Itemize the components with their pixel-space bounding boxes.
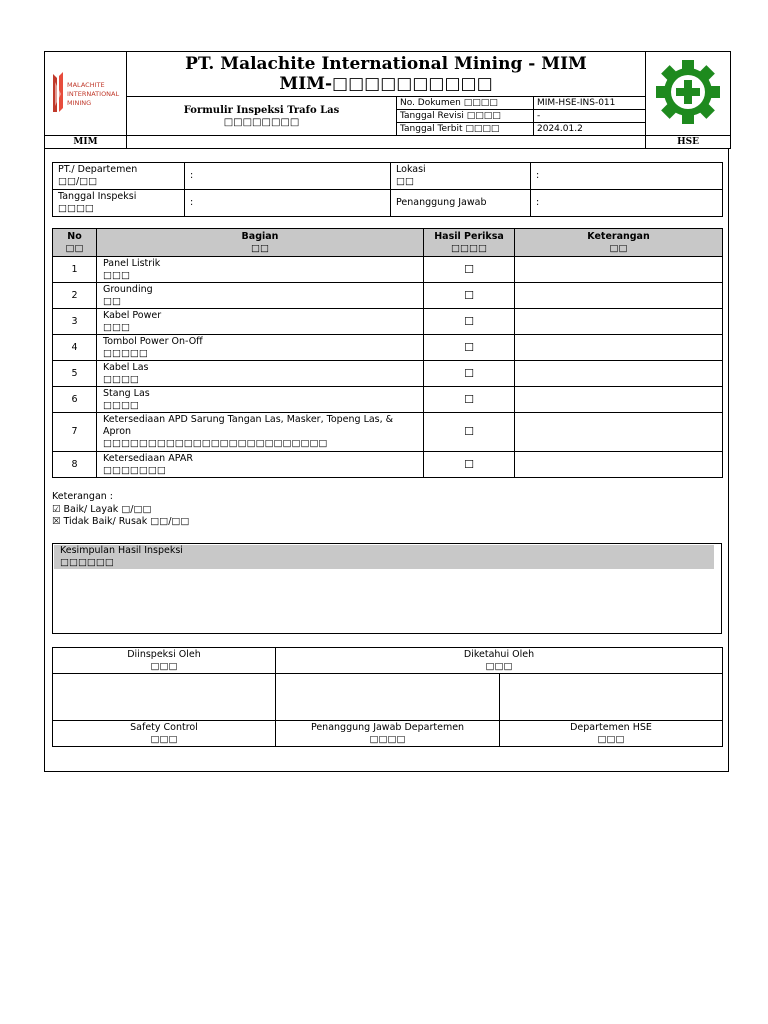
- note-field[interactable]: [515, 257, 723, 283]
- note-field[interactable]: [515, 413, 723, 452]
- date-field[interactable]: [185, 190, 391, 217]
- conclusion-box[interactable]: [52, 543, 722, 634]
- result-checkbox[interactable]: ☐: [424, 283, 515, 309]
- part-label: Kabel Las: [103, 361, 149, 373]
- row-number: 1: [53, 257, 97, 283]
- dept-pic-label-cn: □□□□: [369, 733, 406, 745]
- form-title: Formulir Inspeksi Trafo Las: [183, 105, 340, 116]
- note-field[interactable]: [515, 387, 723, 413]
- note-field[interactable]: [515, 361, 723, 387]
- legend: [52, 491, 189, 529]
- hse-dept-label: Departemen HSE: [570, 721, 652, 733]
- result-checkbox[interactable]: ☐: [424, 335, 515, 361]
- date-label: Tanggal Inspeksi: [58, 191, 137, 202]
- inspected-by-label: Diinspeksi Oleh: [127, 648, 201, 660]
- row-part: [97, 283, 424, 309]
- left-code: MIM: [45, 136, 127, 149]
- note-field[interactable]: [515, 309, 723, 335]
- row-part: [97, 387, 424, 413]
- col-result-label: Hasil Periksa: [434, 230, 504, 242]
- part-label: Grounding: [103, 283, 153, 295]
- logo-text-3: MINING: [66, 99, 91, 107]
- hse-dept-label-cn: □□□: [597, 733, 625, 745]
- part-label-cn: □□□□□□□: [103, 464, 166, 476]
- signature-table: [52, 647, 723, 747]
- title-cell: [127, 52, 646, 97]
- right-code: HSE: [646, 136, 731, 149]
- part-label-cn: □□□: [103, 269, 130, 281]
- part-label: Stang Las: [103, 387, 150, 399]
- legend-bad: ☒ Tidak Baik/ Rusak □□/□□: [52, 516, 190, 527]
- table-row: [53, 361, 723, 387]
- legend-title: Keterangan :: [52, 491, 114, 502]
- row-number: 3: [53, 309, 97, 335]
- part-label-cn: □□□□□□□□□□□□□□□□□□□□□□□□□: [103, 438, 328, 449]
- col-no-label: No: [67, 230, 82, 242]
- known-by-label-cn: □□□: [485, 660, 513, 672]
- meta-label-revision: Tanggal Revisi □□□□: [397, 110, 534, 123]
- row-part: [97, 452, 424, 478]
- signature-box-hse[interactable]: [500, 674, 723, 721]
- table-row: [53, 413, 723, 452]
- malachite-logo-icon: [49, 68, 123, 116]
- col-header-part: [97, 229, 424, 257]
- dept-field[interactable]: [185, 163, 391, 190]
- safety-control-footer: [53, 721, 276, 747]
- row-number: 6: [53, 387, 97, 413]
- result-checkbox[interactable]: ☐: [424, 257, 515, 283]
- row-part: [97, 257, 424, 283]
- part-label: Tombol Power On-Off: [103, 335, 203, 347]
- logo-text-2: INTERNATIONAL: [66, 90, 119, 98]
- document-header: [44, 51, 731, 149]
- location-field[interactable]: [531, 163, 723, 190]
- table-row: [53, 309, 723, 335]
- known-by-header: [276, 648, 723, 674]
- safety-control-label-cn: □□□: [150, 733, 178, 745]
- meta-label-issued: Tanggal Terbit □□□□: [397, 123, 534, 136]
- location-colon: :: [536, 170, 540, 181]
- hse-dept-footer: [500, 721, 723, 747]
- part-label-cn: □□□□: [103, 399, 139, 411]
- row-number: 5: [53, 361, 97, 387]
- legend-good: ☑ Baik/ Layak □/□□: [52, 503, 152, 515]
- dept-pic-label: Penanggung Jawab Departemen: [310, 721, 465, 733]
- signature-box-dept-pic[interactable]: [276, 674, 500, 721]
- col-header-note: [515, 229, 723, 257]
- inspected-by-header: [53, 648, 276, 674]
- signature-box-safety[interactable]: [53, 674, 276, 721]
- location-label: Lokasi: [396, 164, 426, 175]
- result-checkbox[interactable]: ☐: [424, 309, 515, 335]
- note-field[interactable]: [515, 283, 723, 309]
- dept-pic-footer: [276, 721, 500, 747]
- inspected-by-label-cn: □□□: [150, 660, 178, 672]
- company-title: PT. Malachite International Mining - MIM: [185, 54, 587, 74]
- part-label: Kabel Power: [103, 309, 162, 321]
- info-table: [52, 162, 723, 217]
- result-checkbox[interactable]: ☐: [424, 452, 515, 478]
- result-checkbox[interactable]: ☐: [424, 413, 515, 452]
- col-header-result: [424, 229, 515, 257]
- result-checkbox[interactable]: ☐: [424, 387, 515, 413]
- col-header-no: [53, 229, 97, 257]
- meta-value-revision: -: [534, 110, 646, 123]
- row-part: [97, 361, 424, 387]
- col-note-label-cn: □□: [609, 242, 628, 254]
- date-colon: :: [190, 197, 194, 208]
- dept-label-cn: □□/□□: [58, 176, 98, 187]
- conclusion-header: [54, 545, 714, 569]
- note-field[interactable]: [515, 452, 723, 478]
- part-label: Panel Listrik: [103, 257, 161, 269]
- company-subtitle: MIM-□□□□□□□□□□: [279, 74, 493, 94]
- location-label-cn: □□: [396, 176, 414, 187]
- row-part: [97, 413, 424, 452]
- table-row: [53, 452, 723, 478]
- date-label-cn: □□□□: [58, 203, 94, 214]
- row-number: 7: [53, 413, 97, 452]
- company-logo-cell: [45, 52, 127, 136]
- col-no-label-cn: □□: [65, 242, 84, 254]
- header-spacer: [127, 136, 646, 149]
- part-label: Ketersediaan APD Sarung Tangan Las, Masker, Topeng Las, & Apron: [103, 414, 394, 437]
- part-label-cn: □□□□□: [103, 347, 148, 359]
- row-part: [97, 309, 424, 335]
- part-label-cn: □□□□: [103, 373, 139, 385]
- col-part-label: Bagian: [241, 230, 279, 242]
- pic-label: Penanggung Jawab: [391, 190, 531, 217]
- col-part-label-cn: □□: [251, 242, 269, 254]
- note-field[interactable]: [515, 335, 723, 361]
- known-by-label: Diketahui Oleh: [463, 648, 535, 660]
- logo-text-1: MALACHITE: [66, 81, 105, 89]
- meta-value-doc-no: MIM-HSE-INS-011: [534, 97, 646, 110]
- safety-logo-cell: [646, 52, 731, 136]
- meta-label-doc-no: No. Dokumen □□□□: [397, 97, 534, 110]
- col-note-label: Keterangan: [587, 230, 650, 242]
- table-row: [53, 257, 723, 283]
- part-label-cn: □□: [103, 295, 121, 307]
- pic-colon: :: [536, 197, 540, 208]
- safety-control-label: Safety Control: [130, 721, 198, 733]
- result-checkbox[interactable]: ☐: [424, 361, 515, 387]
- meta-value-issued: 2024.01.2: [534, 123, 646, 136]
- part-label: Ketersediaan APAR: [103, 452, 193, 464]
- safety-gear-cross-icon: [655, 59, 721, 125]
- row-part: [97, 335, 424, 361]
- form-title-cn: □□□□□□□□: [223, 117, 300, 128]
- table-row: [53, 283, 723, 309]
- date-label-cell: [53, 190, 185, 217]
- part-label-cn: □□□: [103, 321, 130, 333]
- dept-label-cell: [53, 163, 185, 190]
- col-result-label-cn: □□□□: [451, 242, 487, 254]
- table-row: [53, 387, 723, 413]
- conclusion-label: Kesimpulan Hasil Inspeksi: [60, 545, 183, 556]
- conclusion-label-cn: □□□□□□: [60, 557, 114, 568]
- form-title-cell: [127, 97, 397, 136]
- table-row: [53, 335, 723, 361]
- location-label-cell: [391, 163, 531, 190]
- pic-field[interactable]: [531, 190, 723, 217]
- row-number: 8: [53, 452, 97, 478]
- row-number: 4: [53, 335, 97, 361]
- inspection-items-table: [52, 228, 723, 478]
- dept-colon: :: [190, 170, 194, 181]
- dept-label: PT./ Departemen: [58, 164, 138, 175]
- row-number: 2: [53, 283, 97, 309]
